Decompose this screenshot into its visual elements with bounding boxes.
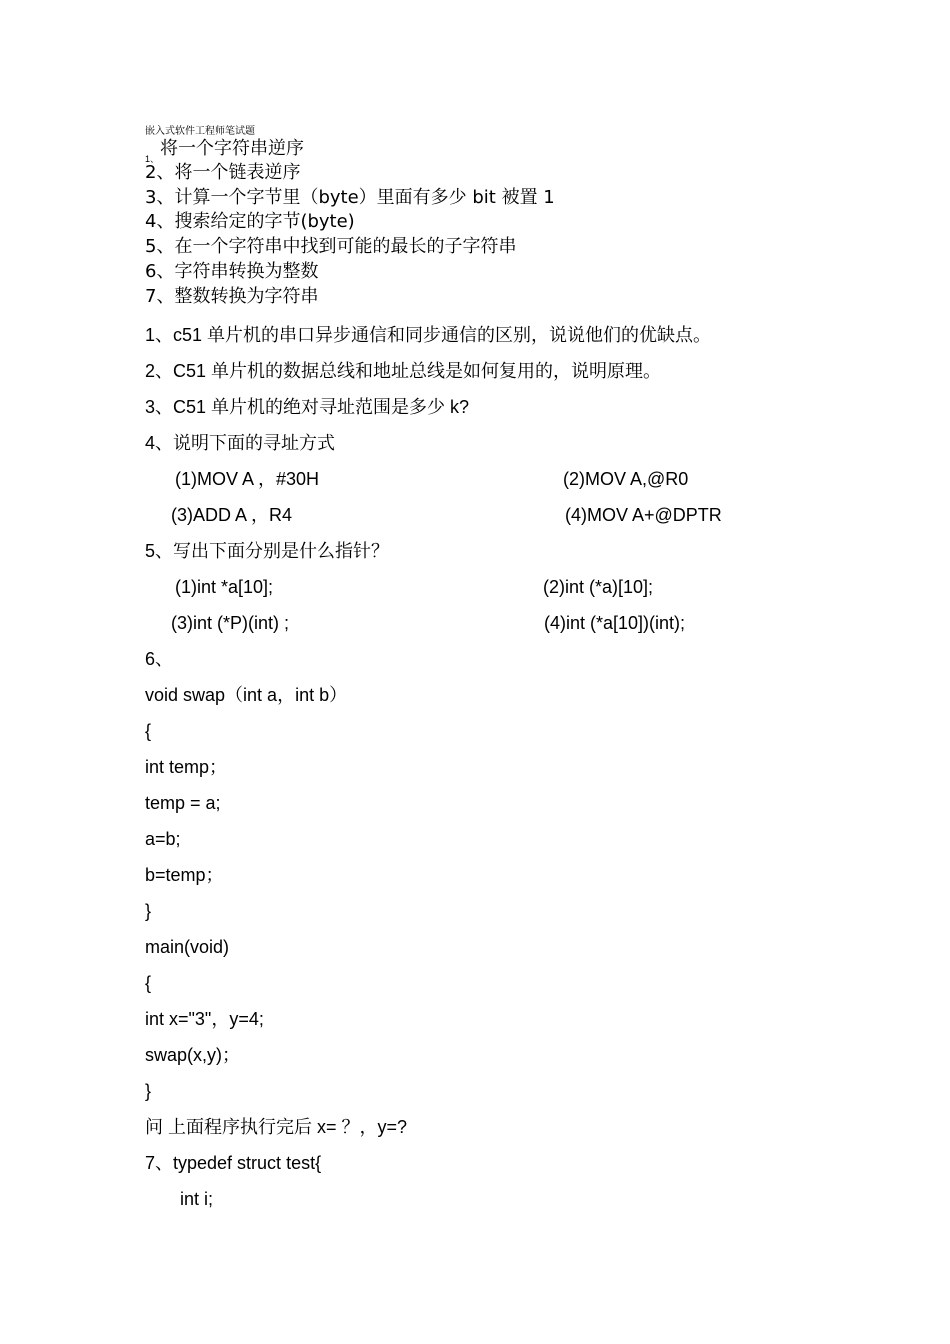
code-line: main(void): [145, 937, 230, 957]
question-4-item: (3)ADD A ，R4: [171, 505, 293, 525]
question-3: 3、C51 单片机的绝对寻址范围是多少 k?: [145, 397, 470, 417]
question-5-item: (3)int (*P)(int) ;: [171, 613, 290, 633]
code-line: void swap（int a，int b）: [145, 685, 348, 705]
top-list-item: 6、字符串转换为整数: [145, 261, 319, 282]
question-5: 5、写出下面分别是什么指针？: [145, 541, 390, 561]
page-header: 嵌入式软件工程师笔试题: [145, 126, 255, 137]
question-6: 6、: [145, 649, 174, 669]
top-list-item: 5、在一个字符串中找到可能的最长的子字符串: [145, 236, 517, 257]
code-line: {: [145, 973, 152, 993]
code-line: {: [145, 721, 152, 741]
question-6-ask: 问 上面程序执行完后 x= ？，y=?: [145, 1117, 408, 1137]
question-5-item: (1)int *a[10];: [175, 577, 274, 597]
code-line: int x="3"，y=4;: [145, 1009, 264, 1029]
question-5-item: (4)int (*a[10])(int);: [544, 613, 686, 633]
question-4-item: (2)MOV A,@R0: [563, 469, 689, 489]
top-list-item: 4、搜索给定的字节(byte): [145, 211, 355, 232]
code-line: }: [145, 1081, 152, 1101]
code-line: temp = a;: [145, 793, 221, 813]
list-marker: 1、: [145, 154, 160, 164]
top-list-item: 3、计算一个字节里（byte）里面有多少 bit 被置 1: [145, 187, 555, 208]
question-1: 1、c51 单片机的串口异步通信和同步通信的区别，说说他们的优缺点。: [145, 325, 712, 345]
question-7-code-line: int i;: [180, 1189, 214, 1209]
question-4-item: (1)MOV A ，#30H: [175, 469, 320, 489]
question-4: 4、说明下面的寻址方式: [145, 433, 336, 453]
code-line: b=temp；: [145, 865, 224, 885]
code-line: swap(x,y)；: [145, 1045, 241, 1065]
code-line: }: [145, 901, 152, 921]
code-line: int temp；: [145, 757, 228, 777]
top-list-item: 2、将一个链表逆序: [145, 162, 301, 183]
code-line: a=b;: [145, 829, 181, 849]
question-7: 7、typedef struct test{: [145, 1153, 322, 1173]
question-2: 2、C51 单片机的数据总线和地址总线是如何复用的，说明原理。: [145, 361, 662, 381]
top-list-item: 7、整数转换为字符串: [145, 286, 319, 307]
top-list-item: 将一个字符串逆序: [160, 138, 304, 159]
question-4-item: (4)MOV A+@DPTR: [565, 505, 722, 525]
question-5-item: (2)int (*a)[10];: [543, 577, 654, 597]
